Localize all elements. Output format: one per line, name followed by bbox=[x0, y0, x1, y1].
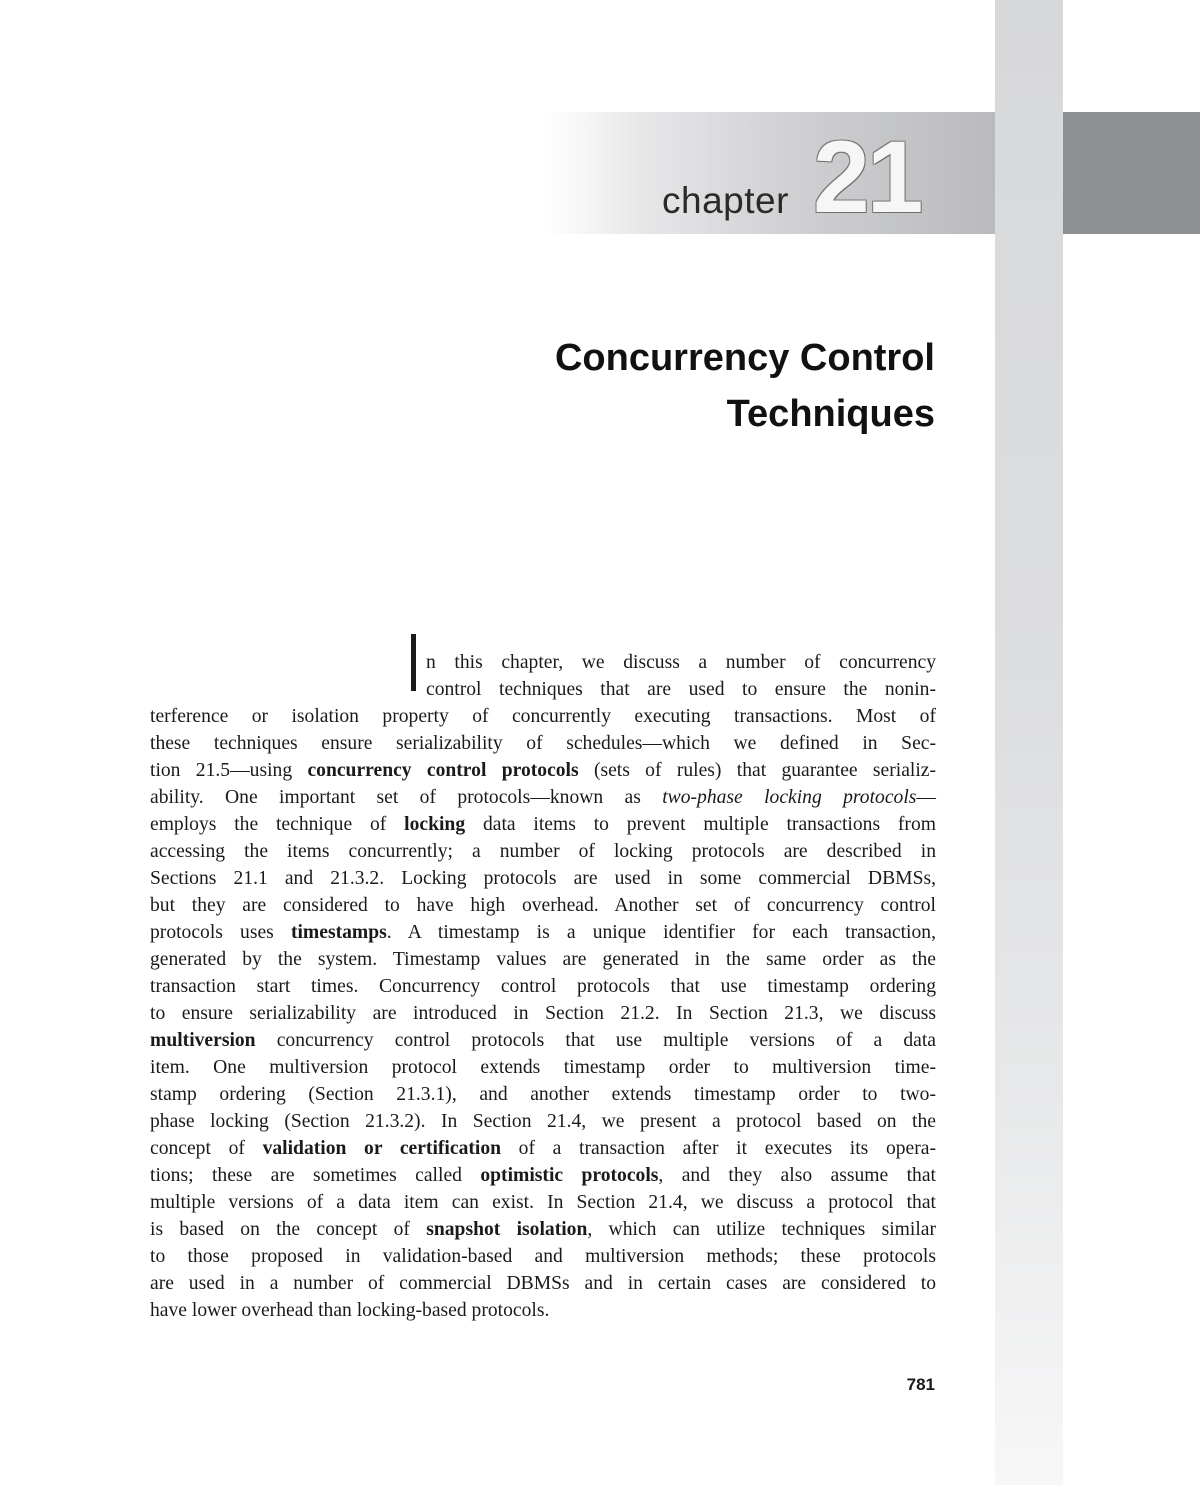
chapter-title-line-2: Techniques bbox=[726, 393, 935, 435]
paragraph-line: to ensure serializability are introduced in Section 21.2. In Section 21.3, we discuss bbox=[150, 1003, 936, 1024]
paragraph-line: these techniques ensure serializability of schedules—which we defined in Sec- bbox=[150, 733, 936, 754]
text-run: , and they also assume that bbox=[658, 1165, 936, 1186]
paragraph-line bbox=[150, 757, 936, 784]
side-tab-bar bbox=[995, 0, 1063, 1485]
italic-term: two-phase locking protocols bbox=[662, 787, 917, 808]
text-run: ability. One important set of protocols—known as bbox=[150, 787, 663, 808]
text-run: of a transaction after it executes its opera- bbox=[501, 1138, 936, 1159]
bold-term: optimistic protocols bbox=[480, 1165, 659, 1186]
paragraph-line: multiple versions of a data item can exist. In Section 21.4, we discuss a protocol that bbox=[150, 1192, 936, 1213]
paragraph-line: phase locking (Section 21.3.2). In Section 21.4, we present a protocol based on the bbox=[150, 1111, 936, 1132]
chapter-tab-block bbox=[1063, 112, 1200, 234]
paragraph-line bbox=[150, 1027, 936, 1054]
bold-term: multiversion bbox=[150, 1030, 256, 1051]
paragraph-line: transaction start times. Concurrency control protocols that use timestamp ordering bbox=[150, 976, 936, 997]
paragraph-line: have lower overhead than locking-based protocols. bbox=[150, 1300, 550, 1321]
chapter-title bbox=[420, 330, 935, 442]
text-run: employs the technique of bbox=[150, 814, 405, 835]
text-run: data items to prevent multiple transactions from bbox=[465, 814, 936, 835]
paragraph-line: terference or isolation property of concurrently executing transactions. Most of bbox=[150, 706, 936, 727]
text-run: protocols uses bbox=[150, 922, 291, 943]
text-run: . A timestamp is a unique identifier for each transaction, bbox=[386, 922, 936, 943]
paragraph-line bbox=[150, 811, 936, 838]
paragraph-line: accessing the items concurrently; a number of locking protocols are described in bbox=[150, 841, 936, 862]
paragraph-line: Sections 21.1 and 21.3.2. Locking protocols are used in some commercial DBMSs, bbox=[150, 868, 936, 889]
bold-term: timestamps bbox=[290, 922, 387, 943]
paragraph-line: generated by the system. Timestamp values are generated in the same order as the bbox=[150, 949, 936, 970]
text-run: , which can utilize techniques similar bbox=[587, 1219, 936, 1240]
bold-term: locking bbox=[404, 814, 466, 835]
text-run: (sets of rules) that guarantee serializ- bbox=[578, 760, 937, 781]
bold-term: snapshot isolation bbox=[426, 1219, 588, 1240]
text-run: is based on the concept of bbox=[150, 1219, 427, 1240]
intro-paragraph bbox=[150, 649, 936, 1324]
text-run: concept of bbox=[150, 1138, 263, 1159]
chapter-number: 21 bbox=[813, 120, 921, 234]
text-run: tion 21.5—using bbox=[150, 760, 308, 781]
paragraph-line: item. One multiversion protocol extends timestamp order to multiversion time- bbox=[150, 1057, 936, 1078]
paragraph-line bbox=[150, 1162, 936, 1189]
text-run: concurrency control protocols that use multiple versions of a data bbox=[255, 1030, 936, 1051]
paragraph-line: stamp ordering (Section 21.3.1), and another extends timestamp order to two- bbox=[150, 1084, 936, 1105]
paragraph-line: are used in a number of commercial DBMSs and in certain cases are considered to bbox=[150, 1273, 936, 1294]
bold-term: concurrency control protocols bbox=[307, 760, 579, 781]
chapter-label: chapter bbox=[662, 180, 789, 221]
chapter-title-line-1: Concurrency Control bbox=[554, 337, 935, 379]
page-number: 781 bbox=[906, 1375, 935, 1394]
bold-term: validation or certification bbox=[262, 1138, 502, 1159]
paragraph-line bbox=[150, 784, 936, 811]
paragraph-line bbox=[150, 1216, 936, 1243]
text-run: — bbox=[916, 787, 936, 808]
text-run: tions; these are sometimes called bbox=[150, 1165, 481, 1186]
paragraph-line: to those proposed in validation-based and multiversion methods; these protocols bbox=[150, 1246, 936, 1267]
paragraph-line bbox=[150, 1135, 936, 1162]
paragraph-line: control techniques that are used to ensure the nonin- bbox=[426, 679, 936, 700]
paragraph-line: n this chapter, we discuss a number of concurrency bbox=[426, 652, 936, 673]
paragraph-line: but they are considered to have high overhead. Another set of concurrency control bbox=[150, 895, 936, 916]
paragraph-line bbox=[150, 919, 936, 946]
